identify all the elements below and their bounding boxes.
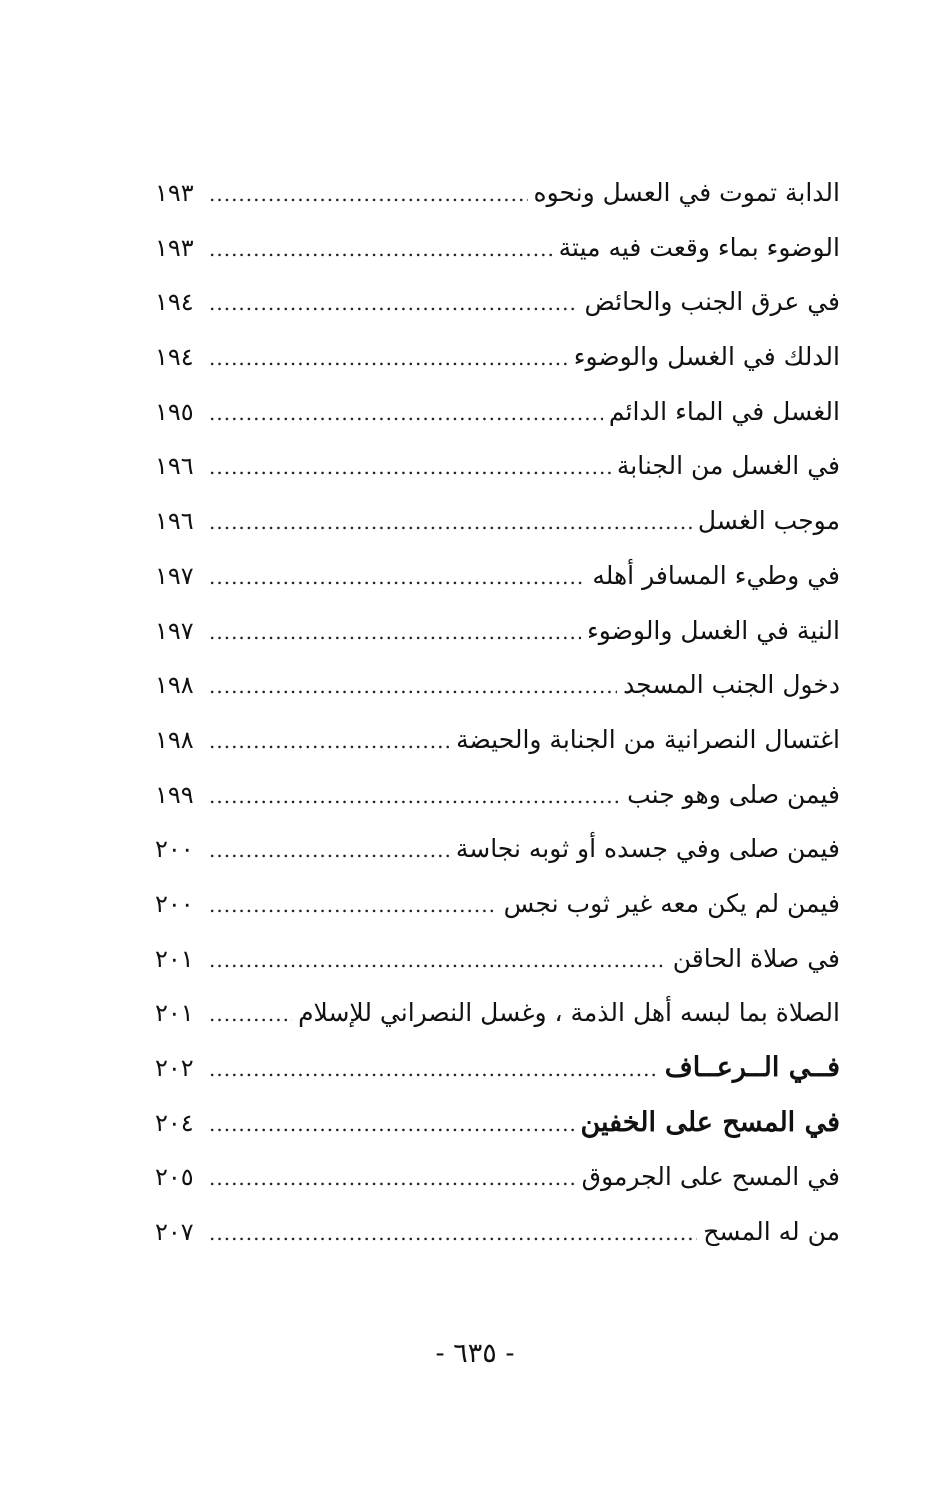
toc-entry-page-number: ٢٠١ <box>155 944 194 973</box>
dot-leader <box>209 659 617 714</box>
toc-entry-title: في عرق الجنب والحائض <box>584 287 840 317</box>
dot-leader <box>209 714 450 769</box>
dot-leader <box>209 550 586 605</box>
toc-entry-page-number: ٢٠٢ <box>155 1054 194 1082</box>
toc-entry-title: من له المسح <box>703 1217 840 1247</box>
toc-entry-page-number: ٢٠٤ <box>155 1108 194 1137</box>
toc-entry-page-number: ٢٠٧ <box>155 1218 194 1247</box>
toc-entry-title: الدلك في الغسل والوضوء <box>573 342 840 372</box>
dot-leader <box>209 823 450 878</box>
toc-entry <box>155 986 840 1041</box>
toc-entry-page-number: ١٩٦ <box>155 452 194 481</box>
toc-section-heading <box>155 1096 840 1151</box>
toc-entry-title: في الغسل من الجنابة <box>616 451 840 481</box>
toc-entry-title: النية في الغسل والوضوء <box>587 615 840 645</box>
toc-entry-title: موجب الغسل <box>697 506 840 536</box>
toc-entry <box>155 494 840 549</box>
toc-entry-page-number: ١٩٥ <box>155 397 194 426</box>
toc-entry-title: فيمن صلى وفي جسده أو ثوبه نجاسة <box>455 834 840 864</box>
toc-entry <box>155 275 840 330</box>
toc-entry-title: الغسل في الماء الدائم <box>608 396 840 426</box>
toc-entry-page-number: ١٩٨ <box>155 671 194 700</box>
toc-entry-title: الوضوء بماء وقعت فيه ميتة <box>558 232 840 262</box>
toc-entry-title: الصلاة بما لبسه أهل الذمة ، وغسل النصراني للإسلام <box>298 998 840 1028</box>
toc-entry-page-number: ٢٠٠ <box>155 889 194 918</box>
toc-entry <box>155 439 840 494</box>
toc-entry-page-number: ٢٠٠ <box>155 835 194 864</box>
toc-entry-title: في وطيء المسافر أهله <box>592 560 840 590</box>
toc-entry <box>155 221 840 276</box>
toc-entry-page-number: ١٩٩ <box>155 780 194 809</box>
toc-entry-title: في المسح على الخفين <box>580 1106 840 1138</box>
dot-leader <box>209 769 621 824</box>
dot-leader <box>209 1097 574 1152</box>
toc-entry-title: في صلاة الحاقن <box>672 943 840 973</box>
toc-entry <box>155 768 840 823</box>
toc-entry-page-number: ١٩٧ <box>155 561 194 590</box>
dot-leader <box>209 386 603 441</box>
toc-entry-title: في المسح على الجرموق <box>581 1162 840 1192</box>
toc-entry <box>155 713 840 768</box>
toc-entry-title: فيمن لم يكن معه غير ثوب نجس <box>503 888 840 918</box>
toc-entry <box>155 822 840 877</box>
toc-entry-page-number: ١٩٣ <box>155 233 194 262</box>
toc-entry <box>155 385 840 440</box>
toc-entry <box>155 604 840 659</box>
toc-entry-page-number: ١٩٣ <box>155 179 194 207</box>
toc-entry <box>155 330 840 385</box>
toc-entry-page-number: ١٩٦ <box>155 507 194 536</box>
toc-entry <box>155 932 840 987</box>
toc-entry-page-number: ٢٠١ <box>155 999 194 1028</box>
dot-leader <box>209 987 292 1042</box>
dot-leader <box>209 222 553 277</box>
dot-leader <box>209 167 528 222</box>
dot-leader <box>209 331 568 386</box>
toc-entry-page-number: ١٩٧ <box>155 616 194 645</box>
toc-entry-page-number: ١٩٤ <box>155 288 194 317</box>
toc-entry-title: اغتسال النصرانية من الجنابة والحيضة <box>456 724 840 754</box>
toc-entry <box>155 658 840 713</box>
dot-leader <box>209 1042 659 1097</box>
dot-leader <box>209 495 692 550</box>
dot-leader <box>209 440 611 495</box>
dot-leader <box>209 878 498 933</box>
toc-entry <box>155 1150 840 1205</box>
toc-section-heading <box>155 1041 840 1096</box>
toc-entry-title: فيمن صلى وهو جنب <box>627 779 840 809</box>
toc-entry <box>155 877 840 932</box>
toc-entry-page-number: ١٩٨ <box>155 725 194 754</box>
dot-leader <box>209 1151 576 1206</box>
dot-leader <box>209 1206 697 1261</box>
dot-leader <box>209 605 581 660</box>
toc-entry <box>155 1205 840 1260</box>
toc-entry <box>155 549 840 604</box>
toc-entry-page-number: ٢٠٥ <box>155 1163 194 1192</box>
toc-entry-title: فــي الــرعــاف <box>664 1052 840 1083</box>
toc-entry-title: الدابة تموت في العسل ونحوه <box>533 178 840 207</box>
toc-entry-title: دخول الجنب المسجد <box>623 670 840 700</box>
page-number: - ٦٣٥ - <box>435 1338 515 1369</box>
dot-leader <box>209 276 578 331</box>
toc-entry-page-number: ١٩٤ <box>155 343 194 372</box>
table-of-contents <box>155 166 840 1260</box>
toc-entry <box>155 166 840 221</box>
dot-leader <box>209 933 667 988</box>
